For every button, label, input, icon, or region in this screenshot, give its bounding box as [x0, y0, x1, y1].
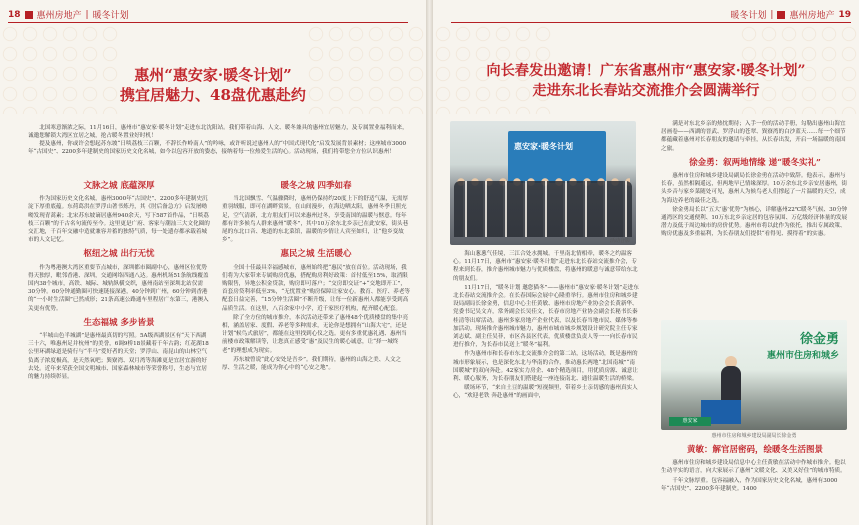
paragraph: 暖场环节，“来自土豆的温暖”短视频里，带着乡土亲切感的惠州真实人心，“欢迎老铁 奔赴惠州”的画面中， [453, 385, 638, 400]
subheading: 暖冬之城 四季如春 [280, 181, 352, 191]
photo-caption: 活动合影 [609, 238, 630, 244]
article-title-line2: 走进东北长春站交流推介会圆满举行 [532, 83, 760, 99]
paragraph: 惠州市住房和城乡建设局副局长徐金勇在活动中致辞。他表示，惠州与长春，虽然相隔遥远，但两地早已情缘深厚。10万余东北乡亲安居惠州，街头乡音与家乡菜随处可见，惠州人为候鸟老人们撑起了一片温暖的天空，成为海边养老的最佳之选。 [661, 173, 848, 204]
brand-name: 惠州房地产 [789, 11, 835, 21]
right-column-1 [453, 250, 639, 402]
photo-people [454, 181, 632, 237]
right-page [433, 0, 859, 525]
paragraph: 徐金勇局长以“五大‘惠’优势”为核心，详解惠州22℃暖冬气候、30分钟通湾区的交通便利、10万东北乡亲定居的包容氛围、万亿级经济体量的发展潜力及低于周边城市的房价优势。惠州市将以此作为依托，推出专属政策、购房优惠及多重福利，为长春朋友们提供“看得见、摸得着”的实惠。 [661, 206, 848, 238]
brand-logo-icon [25, 11, 33, 19]
paragraph: 作为国家历史文化名城，惠州3000年“古国史”、2200多年建制史沉淀下厚重底蕴。东荷葛洪在罗浮山著书炼丹，其《肘后备急方》启发屠呦呦发现青蒿素；北宋苏东坡谪居惠州940余天，写下587首作品，“日啖荔枝三百颗”的千古名句流传至今。这里更是广府、客家与潮汕三大文化圈的交汇地，千百年交融中造就兼容并蓄的独特气质，每一处遗存都承载着城市的人文记忆。 [28, 196, 210, 244]
paragraph: 作为惠州市和长春市东北交流推介会的第二站，这场活动，既是惠州的城市形象展示，也是深化东北与华南的合作，推动惠长两地“北国南城”“南国暖城”的双向奔赴。42家实力房企、48个精选项目，用优质房源、诚意让利、暖心服务，为长春朋友们搭建起一座连接南北、通往温暖生活的桥梁。 [453, 351, 638, 383]
event-banner [508, 131, 606, 183]
separator: | [85, 9, 89, 20]
intro-text [28, 124, 410, 156]
paragraph: 全国十佳最具幸福感城市，惠州始终把“惠民”放在首位。活动现场，我们将为大家带来专属购房优惠，搭配购房利好政策：首付低至15%，取消限购限售，异地公积金贷款，购房即可落户；“交房即交证”+“交地即开工”，首套房贷利率低至3%，“无忧置业”购房保障让家安心。教育、医疗、养老等配套日益完善，“15分钟生活圈”不断升级，让每一位新惠州人都能享受到高品质生活。在这里，八百余家中小学，近千家医疗机构，配齐暖心配套。 [222, 264, 411, 312]
header-rule [451, 22, 851, 23]
subheading: 黄敏：解官居密码，绘暖冬生活图景 [686, 445, 823, 455]
subheading: 枢纽之城 出行无忧 [83, 249, 155, 260]
brand-logo-icon [777, 11, 785, 19]
left-column-1 [28, 176, 210, 382]
speaker-photo [661, 320, 847, 430]
paragraph: 当北国飘雪、气温骤降时，惠州仍保持约20度上下的舒适气温，无需厚重羽绒服，即可在湖畔赏景，在山间漫步，在海边晒太阳，惠州冬季日照充足，空气清新，北方朋友们可以来惠州过冬，享受南国的温暖与惬意。每年都有许多候鸟人群来惠州“暖冬”，其中10万余东北乡亲已在此安家，街头巷尾的东北口音、地道的东北菜馆，温暖的乡情让人宾至如归，让“他乡变故乡”。 [222, 196, 409, 244]
group-photo [450, 121, 636, 245]
page-number: 19 [838, 9, 851, 20]
brand-name: 惠州房地产 [36, 11, 82, 21]
article-title-line2: 携宜居魅力、48盘优惠赴约 [120, 86, 306, 104]
banner-text: 惠安家·暖冬计划 [514, 142, 574, 151]
intro-paragraph: 北国寒意渐浓之际，11月16日，惠州市“惠安家·暖冬计划”走进东北沈阳站。我们带着山海、人文、暖冬兼具的惠州宜居魅力，及专属置业福利而来，诚邀您解锁大湾区宜居之城，抢占暖冬置业好时机！ [28, 125, 408, 139]
header-rule [8, 22, 408, 23]
intro-paragraph: 提及惠州，你或许会想起苏东坡“日啖荔枝三百颗，不辞长作岭南人”的吟咏，或许听说过惠州人的“中国式现代化”启发发展背景素材；这座城市3000年“古国史”、2200多年建制史的国家历史文化名城，如今以包容开放的姿态，接纳着每一位热爱生活的心。活动现场，我们将带您全方位认识惠州！ [28, 141, 407, 155]
paragraph: 海山葱葱气佳境，三江合处水拥城。千里南北情相牵，暖冬之约温客心。11月17日，惠州市“惠安家·暖冬计划”走进东北长春站交流推介会，专程来到长春，推介惠州城市魅力与优质楼盘，将惠州的暖意与诚意带给东北的朋友们。 [453, 251, 638, 282]
page-header [730, 8, 851, 21]
article-title-line1: 惠州“惠安家·暖冬计划” [134, 66, 292, 84]
paragraph: 11月17日，“暖冬计划 邀您猫冬”——惠州市“惠安家·暖冬计划”走进东北长春站交流推介会。在长春国际会展中心隆重举行。惠州市住房和城乡建设局副局长徐金勇，信息中心主任黄敏、惠州市房地产业协会会长黄新华、党委书记吴文卉，常务副会长吴佳文，长春市房地产业协会副会长秘书长秦桂清等出席活动。惠州多家房地产企业代表，以及长春当地市民、媒体等参加活动。现场推介惠州城市魅力，惠州市城市城乡规划设计研究院主任专家刘志斌、副主任吴菲，市区各县区代表，优质楼盘负责人等一一向长春市民进行推介，为长春市民送上“暖冬”福利。 [453, 284, 639, 349]
section-name: 暖冬计划 [730, 11, 767, 21]
page-number: 18 [8, 9, 21, 20]
paragraph: “半城山色半城湖”是惠州最真切的写照。5A级西湖景区有“天下西湖三十六，唯惠州足并杭州”的美誉，6调9桥18景藏着千年古韵；红花湖18公里环湖绿道是骑行与“半马”爱好者的天堂；罗浮山、南昆山的山林空气负离子浓度极高，是天然氧吧；巽寮湾、双月湾等海滩更是宜居宜游的好去处。近年来荣获全国文明城市、国家森林城市等荣誉称号，生态与宜居的魅力持续彰显。 [28, 333, 209, 381]
paragraph: 千年文脉厚重。包容福融入，作为国家历史文化名城，惠州有3000年“古国史”、2200多年建制史。1400 [661, 477, 838, 492]
page-gutter [426, 0, 433, 525]
backdrop-name: 徐金勇 [799, 332, 839, 347]
section-name: 暖冬计划 [92, 11, 129, 21]
logo-bar: 惠安家 [669, 417, 711, 426]
article-title-line1: 向长春发出邀请！广东省惠州市“惠安家·暖冬计划” [486, 63, 806, 79]
subheading: 惠民之城 生活暖心 [280, 249, 352, 260]
subheading: 徐金勇：叙两地情缘 递“暖冬实礼” [689, 157, 821, 168]
subheading: 生态福城 多步皆景 [83, 317, 155, 328]
paragraph: 满是对东北乡亲的热忱期待；入手一份的活动手册，勾勒出惠州山海宜居画卷——西湖的晋武、罗浮山的苍翠、巽寮湾的白沙蓝天……每一个细节都蕴藏着惠州对长春朋友的邀请与牵挂，从长春出发，开启一场温暖的南国之旅。 [661, 121, 846, 152]
photo-caption: 惠州市住房和城乡建设局副局长徐金勇 [711, 433, 797, 439]
left-column-2 [222, 176, 410, 373]
paragraph: 惠州市住房和城乡建设局信息中心主任黄敏在活动中作城市推介。他以生动平实的语言，向大家展示了惠州“文暖文化、又美又好住”的城市特质。 [661, 460, 846, 475]
left-page [0, 0, 426, 525]
subheading: 文脉之城 底蕴深厚 [83, 181, 155, 191]
right-column-2b [661, 440, 849, 494]
separator: | [770, 9, 774, 20]
page-header [8, 8, 129, 21]
paragraph: 苏东坡曾说“此心安处是吾乡”。我们期待，惠州的山海之美、人文之厚、生活之暖，能成为你心中的“心安之地”。 [222, 356, 402, 372]
paragraph: 作为粤港澳大湾区重要节点城市，深圳都市圈副中心，惠州区位优势得天独厚，毗邻香港、深圳，交通网络四通八达。惠州机场51条航线覆盖国内38个城市，高铁、城际、城轨纵横交织，惠州南站至深圳北站仅需30分钟。60分钟通勤圈可快速链接深港，40分钟到广州，60分钟到香港的“一小时生活圈”已然成形；21条高速公路通车里程居广东第三，港澳入关更有优势。 [28, 264, 209, 312]
paragraph: 除了全方位的城市推介，本次活动还带来了惠州48个优质楼盘的集中亮相，涵盖居家、度假、养老等多种需求，无论你是想拥有“山海大宅”，还是计划“候鸟式旅居”，都能在这里找到心仪之选。更有多重优惠礼遇、惠州当前楼市政策解读等，让您真正感受“惠”及民生的暖心诚意，让“择一城终老”的理想成为现实。 [222, 314, 409, 354]
backdrop-subtitle: 惠州市住房和城乡 [766, 351, 839, 361]
right-column-2 [661, 120, 849, 240]
